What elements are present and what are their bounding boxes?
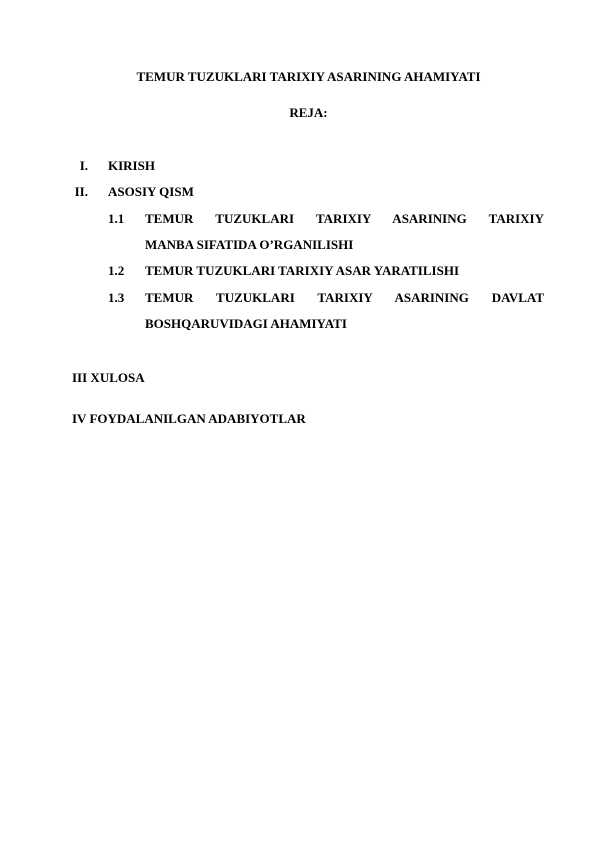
subsection-title-line: TEMUR TUZUKLARI TARIXIY ASARINING TARIXIY xyxy=(145,211,544,226)
subsection-title-line: BOSHQARUVIDAGI AHAMIYATI xyxy=(145,316,347,331)
plan-heading: REJA: xyxy=(289,105,328,120)
section-number: II. xyxy=(74,184,88,199)
subsection-title-line: MANBA SIFATIDA O’RGANILISHI xyxy=(145,237,354,252)
subsection-title-line: TEMUR TUZUKLARI TARIXIY ASARINING DAVLAT xyxy=(145,290,544,305)
section-title-asosiy-qism: ASOSIY QISM xyxy=(108,184,194,199)
subsection-number: 1.2 xyxy=(108,263,125,278)
subsection-title-line: TEMUR TUZUKLARI TARIXIY ASAR YARATILISHI xyxy=(145,263,459,278)
subsection-number: 1.1 xyxy=(108,211,125,226)
conclusion-heading: III XULOSA xyxy=(72,370,145,385)
subsection-number: 1.3 xyxy=(108,290,125,305)
references-heading: IV FOYDALANILGAN ADABIYOTLAR xyxy=(72,411,306,426)
document-title: TEMUR TUZUKLARI TARIXIY ASARINING AHAMIYATI xyxy=(136,69,481,84)
section-number: I. xyxy=(79,158,88,173)
section-title-kirish: KIRISH xyxy=(108,158,155,173)
